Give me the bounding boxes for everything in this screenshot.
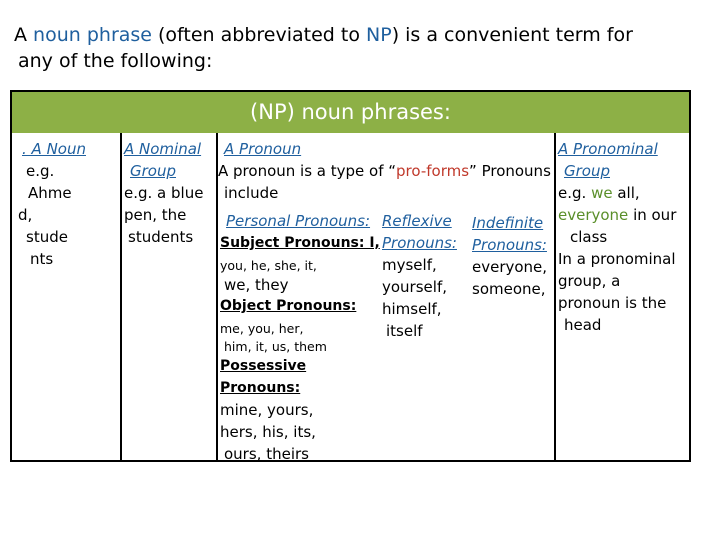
pronominal-eg-we: we: [591, 184, 613, 202]
object-pronouns-label: Object Pronouns:: [220, 298, 357, 314]
heading-middle: (often abbreviated to: [151, 24, 367, 46]
possessive-pronouns-label: Possessive: [220, 358, 307, 374]
heading-term-np: NP: [366, 24, 392, 46]
pronominal-title: A Pronominal: [558, 140, 658, 158]
heading-term-noun-phrase: noun phrase: [33, 24, 152, 46]
np-table: [10, 90, 691, 462]
pronominal-eg-prefix: e.g.: [558, 184, 592, 202]
pronominal-subtitle: Group: [564, 162, 610, 180]
pronoun-description: [218, 160, 551, 182]
object-pronouns-line: me, you, her,: [220, 321, 304, 336]
pronoun-desc-line2: include: [224, 184, 279, 202]
noun-line: Ahme: [28, 184, 72, 202]
pronoun-title: A Pronoun: [224, 140, 302, 158]
reflexive-pronouns-line: yourself,: [382, 278, 447, 296]
column-divider: [120, 133, 122, 460]
nominal-line: students: [128, 228, 194, 246]
pronominal-example: [558, 182, 690, 204]
indefinite-pronouns-line: everyone,: [472, 258, 548, 276]
subject-pronouns-line: you, he, she, it,: [220, 258, 317, 273]
nominal-subtitle: Group: [130, 162, 176, 180]
pronominal-example-line2: [558, 204, 690, 226]
pronominal-line: pronoun is the: [558, 294, 667, 312]
heading-suffix: ) is a convenient term for: [391, 24, 633, 46]
pronominal-line: In a pronominal: [558, 250, 676, 268]
pronoun-desc-term: pro-forms: [396, 162, 470, 180]
heading-prefix: A: [14, 24, 34, 46]
column-divider: [554, 133, 556, 460]
subject-pronouns-line: we, they: [224, 276, 289, 294]
possessive-pronouns-line: hers, his, its,: [220, 423, 316, 441]
reflexive-pronouns-line: itself: [386, 322, 423, 340]
reflexive-pronouns-line: myself,: [382, 256, 437, 274]
pronominal-line: head: [564, 316, 602, 334]
noun-line: d,: [18, 206, 33, 224]
pronominal-column: [558, 138, 690, 336]
pronoun-desc-b: ” Pronouns: [469, 162, 551, 180]
noun-column: [18, 138, 116, 270]
nominal-column: [124, 138, 214, 248]
personal-pronouns-label: Personal Pronouns:: [226, 212, 371, 230]
pronominal-everyone: everyone: [558, 206, 629, 224]
heading-line2: any of the following:: [18, 50, 213, 72]
pronoun-desc-a: A pronoun is a type of “: [218, 162, 397, 180]
pronoun-column: [218, 138, 554, 462]
noun-line: stude: [26, 228, 68, 246]
object-pronouns-line: him, it, us, them: [224, 339, 327, 354]
possessive-pronouns-line: ours, theirs: [224, 445, 309, 462]
nominal-title: A Nominal: [124, 140, 202, 158]
reflexive-pronouns-line: himself,: [382, 300, 442, 318]
indefinite-pronouns-line: someone,: [472, 280, 546, 298]
indefinite-pronouns-label: Indefinite: [472, 214, 544, 232]
reflexive-pronouns-label: Reflexive: [382, 212, 452, 230]
indefinite-pronouns-label: Pronouns:: [472, 236, 547, 254]
nominal-line: pen, the: [124, 206, 187, 224]
nominal-line: e.g. a blue: [124, 184, 204, 202]
table-banner: (NP) noun phrases:: [12, 92, 689, 133]
noun-title: . A Noun: [22, 140, 86, 158]
subject-pronouns-label: Subject Pronouns: I,: [220, 235, 380, 251]
possessive-pronouns-label: Pronouns:: [220, 380, 301, 396]
pronominal-line: group, a: [558, 272, 621, 290]
pronominal-line: class: [570, 228, 608, 246]
heading: [14, 22, 704, 74]
pronominal-in-our: in our: [628, 206, 677, 224]
noun-line: e.g.: [26, 162, 55, 180]
reflexive-pronouns-label: Pronouns:: [382, 234, 457, 252]
noun-line: nts: [30, 250, 54, 268]
pronominal-eg-all: all,: [612, 184, 640, 202]
possessive-pronouns-line: mine, yours,: [220, 401, 314, 419]
